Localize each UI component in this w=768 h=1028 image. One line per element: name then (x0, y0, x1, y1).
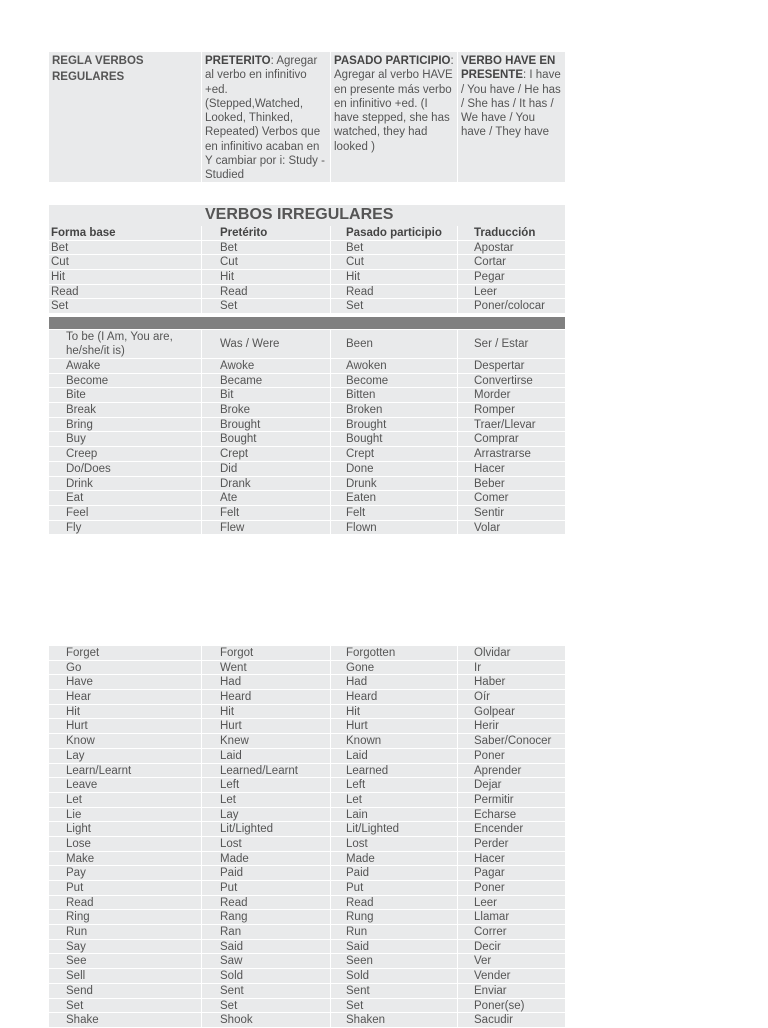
table-cell: Went (202, 661, 331, 675)
table-cell: Saw (202, 954, 331, 968)
table-cell: Heard (331, 690, 458, 704)
table-cell: Comer (474, 492, 509, 505)
table-cell: Crept (331, 447, 458, 461)
table-cell: Known (331, 734, 458, 748)
table-cell: Flown (331, 521, 458, 535)
table-cell: Became (202, 374, 331, 388)
table-cell: Golpear (474, 705, 515, 718)
table-cell: Lay (202, 808, 331, 822)
table-cell: Sent (202, 984, 331, 998)
table-cell: Lit/Lighted (202, 822, 331, 836)
table-cell: Awoke (202, 359, 331, 373)
table-cell: Ate (202, 491, 331, 505)
table-cell: Make (49, 852, 202, 866)
table-row (49, 403, 565, 418)
table-cell: Bet (202, 241, 331, 255)
rule-title-line2: REGULARES (52, 71, 125, 84)
table-cell: Go (49, 661, 202, 675)
table-cell: Awoken (331, 359, 458, 373)
table-cell: Crept (202, 447, 331, 461)
table-cell: Set (49, 299, 202, 313)
table-cell: Hurt (202, 719, 331, 733)
table-cell: Traer/Llevar (474, 418, 536, 431)
table-row (49, 270, 565, 285)
table-cell: Cut (49, 255, 202, 269)
table-cell: Decir (474, 940, 501, 953)
table-cell: Forget (49, 646, 202, 660)
table-row (49, 690, 565, 705)
table-row (49, 969, 565, 984)
table-cell: Paid (202, 866, 331, 880)
table-cell: Made (331, 852, 458, 866)
table-cell: Despertar (474, 360, 525, 372)
table-cell: To be (I Am, You are, he/she/it is) (49, 330, 202, 358)
table-cell: Encender (474, 823, 524, 836)
table-cell: Leer (474, 896, 498, 909)
participio-label: PASADO PARTICIPIO (334, 55, 451, 67)
table-cell: Been (331, 330, 458, 358)
table-cell: Light (49, 822, 202, 836)
table-cell: Bite (49, 388, 202, 402)
table-row (49, 477, 565, 492)
table-cell: Eaten (331, 491, 458, 505)
table-cell: Did (202, 462, 331, 476)
table-cell: Poner (474, 882, 505, 894)
table-cell: Haber (474, 676, 506, 689)
table-cell: Hit (331, 705, 458, 719)
table-cell: Ver (474, 955, 492, 968)
table-cell: Done (331, 462, 458, 476)
table-row (49, 447, 565, 462)
table-cell: Heard (202, 690, 331, 704)
table-cell: Vender (474, 970, 511, 983)
have-label: VERBO HAVE EN PRESENTE (461, 55, 556, 82)
table-cell: Bit (202, 388, 331, 402)
table-row (49, 359, 565, 374)
have-rule (458, 52, 565, 182)
header-preterito: Pretérito (202, 226, 331, 240)
table-cell: Saber/Conocer (474, 735, 552, 748)
table-cell: Lost (202, 837, 331, 851)
table-cell: Lain (331, 808, 458, 822)
table-row (49, 432, 565, 447)
table-row (49, 646, 565, 661)
table-cell: Sold (202, 969, 331, 983)
table-row (49, 940, 565, 955)
table-cell: Hurt (331, 719, 458, 733)
table-row (49, 881, 565, 896)
regular-table (49, 226, 565, 314)
preterito-text: : Agregar al verbo en infinitivo +ed. (Stepped,Watched, Looked, Thinked, Repeated) Verbos que en infinitivo acaban en Y cambiar por i: Study - Studied (205, 55, 325, 182)
table-row (49, 837, 565, 852)
table-row (49, 734, 565, 749)
table-cell: Lost (331, 837, 458, 851)
table-cell: Hacer (474, 852, 505, 865)
table-row (49, 954, 565, 969)
table-cell: Feel (49, 506, 202, 520)
table-cell: Ring (49, 910, 202, 924)
table-row (49, 506, 565, 521)
table-cell: Flew (202, 521, 331, 535)
rule-title (49, 52, 202, 182)
table-cell: Buy (49, 432, 202, 446)
table-cell: Shook (202, 1013, 331, 1027)
table-cell: Was / Were (202, 330, 331, 358)
table-cell: Laid (331, 749, 458, 763)
table-cell: Leer (474, 285, 498, 298)
header-forma-base: Forma base (49, 226, 202, 240)
table-cell: Morder (474, 389, 511, 402)
table-cell: Know (49, 734, 202, 748)
table-header (49, 226, 565, 241)
table-cell: Arrastrarse (474, 448, 531, 461)
table-cell: Let (49, 793, 202, 807)
table-cell: Made (202, 852, 331, 866)
table-cell: Bet (331, 241, 458, 255)
table-cell: Llamar (474, 911, 510, 924)
table-row (49, 793, 565, 808)
table-cell: Bought (202, 432, 331, 446)
table-cell: Hurt (49, 719, 202, 733)
table-row (49, 719, 565, 734)
table-row (49, 705, 565, 720)
table-cell: Shaken (331, 1013, 458, 1027)
table-row (49, 910, 565, 925)
participio-rule (331, 52, 458, 182)
table-cell: Perder (474, 837, 509, 850)
table-cell: See (49, 954, 202, 968)
table-cell: Run (331, 925, 458, 939)
table-cell: Bring (49, 418, 202, 432)
table-cell: Lie (49, 808, 202, 822)
table-cell: Run (49, 925, 202, 939)
table-cell: Comprar (474, 433, 519, 446)
table-cell: Creep (49, 447, 202, 461)
table-cell: Volar (474, 521, 501, 534)
header-traduccion: Traducción (474, 227, 536, 239)
table-cell: Forgot (202, 646, 331, 660)
table-row (49, 808, 565, 823)
table-cell: Paid (331, 866, 458, 880)
table-cell: Drink (49, 477, 202, 491)
table-cell: Beber (474, 477, 505, 490)
table-row (49, 241, 565, 256)
table-row (49, 255, 565, 270)
table-cell: Felt (202, 506, 331, 520)
table-cell: Hit (331, 270, 458, 284)
table-cell: Broke (202, 403, 331, 417)
table-cell: Enviar (474, 984, 507, 997)
irregular-section-title (49, 205, 565, 226)
table-row (49, 388, 565, 403)
table-row (49, 521, 565, 536)
table-cell: Read (49, 896, 202, 910)
table-cell: Forgotten (331, 646, 458, 660)
table-cell: Poner (474, 749, 505, 762)
table-cell: Left (331, 778, 458, 792)
irregular-table-1 (49, 330, 565, 535)
table-cell: Echarse (474, 808, 517, 821)
table-cell: Learned/Learnt (202, 764, 331, 778)
table-cell: Read (202, 285, 331, 299)
table-cell: Gone (331, 661, 458, 675)
table-cell: Ir (474, 661, 482, 674)
preterito-rule (202, 52, 331, 182)
table-cell: Sell (49, 969, 202, 983)
table-cell: Sold (331, 969, 458, 983)
table-cell: Permitir (474, 793, 514, 806)
table-cell: Pegar (474, 271, 505, 284)
have-text: : I have / You have / He has / She has / It has / We have / You have / They have (461, 69, 561, 139)
table-cell: Had (202, 675, 331, 689)
table-cell: Cut (331, 255, 458, 269)
table-cell: Say (49, 940, 202, 954)
table-cell: Drank (202, 477, 331, 491)
table-cell: Left (202, 778, 331, 792)
table-row (49, 896, 565, 911)
table-cell: Drunk (331, 477, 458, 491)
table-row (49, 866, 565, 881)
table-cell: Cut (202, 255, 331, 269)
table-cell: Hacer (474, 462, 505, 475)
table-cell: Read (49, 285, 202, 299)
table-cell: Eat (49, 491, 202, 505)
table-cell: Lay (49, 749, 202, 763)
table-cell: Rang (202, 910, 331, 924)
table-cell: Set (202, 299, 331, 313)
table-cell: Laid (202, 749, 331, 763)
table-row (49, 749, 565, 764)
table-cell: Ran (202, 925, 331, 939)
irregular-table-2 (49, 646, 565, 1028)
table-row (49, 418, 565, 433)
rule-title-line1: REGLA VERBOS (52, 55, 144, 67)
table-row (49, 764, 565, 779)
table-cell: Become (49, 374, 202, 388)
table-cell: Become (331, 374, 458, 388)
table-row (49, 285, 565, 300)
table-cell: Leave (49, 778, 202, 792)
table-row (49, 491, 565, 506)
table-row (49, 1013, 565, 1028)
table-row (49, 778, 565, 793)
table-cell: Broken (331, 403, 458, 417)
table-cell: Bitten (331, 388, 458, 402)
table-cell: Set (49, 999, 202, 1013)
table-cell: Set (331, 999, 458, 1013)
table-cell: Have (49, 675, 202, 689)
irregular-title: VERBOS IRREGULARES (205, 206, 394, 223)
table-cell: Seen (331, 954, 458, 968)
participio-text: : Agregar al verbo HAVE en presente más verbo en infinitivo +ed. (I have stepped, she has watched, they had looked ) (334, 55, 454, 153)
table-cell: Brought (202, 418, 331, 432)
table-row (49, 675, 565, 690)
table-cell: Read (331, 285, 458, 299)
table-cell: Let (331, 793, 458, 807)
table-cell: Bet (49, 241, 202, 255)
table-cell: Fly (49, 521, 202, 535)
table-row (49, 822, 565, 837)
table-cell: Set (331, 299, 458, 313)
table-cell: Lose (49, 837, 202, 851)
table-cell: Sent (331, 984, 458, 998)
table-cell: Had (331, 675, 458, 689)
table-cell: Rung (331, 910, 458, 924)
table-row (49, 462, 565, 477)
table-cell: Hear (49, 690, 202, 704)
table-cell: Send (49, 984, 202, 998)
table-cell: Dejar (474, 779, 502, 792)
table-row (49, 925, 565, 940)
table-cell: Pay (49, 866, 202, 880)
preterito-label: PRETERITO (205, 55, 271, 67)
table-row (49, 330, 565, 359)
table-cell: Poner(se) (474, 999, 525, 1012)
table-cell: Read (202, 896, 331, 910)
table-cell: Read (331, 896, 458, 910)
table-row (49, 852, 565, 867)
table-cell: Learn/Learnt (49, 764, 202, 778)
table-cell: Do/Does (49, 462, 202, 476)
table-cell: Poner/colocar (474, 300, 545, 313)
table-cell: Olvidar (474, 647, 511, 659)
table-cell: Hit (202, 270, 331, 284)
table-cell: Aprender (474, 764, 522, 777)
table-cell: Learned (331, 764, 458, 778)
table-row (49, 661, 565, 676)
table-cell: Lit/Lighted (331, 822, 458, 836)
section-divider (49, 317, 565, 329)
table-cell: Herir (474, 720, 499, 733)
table-row (49, 299, 565, 314)
table-cell: Said (202, 940, 331, 954)
table-cell: Said (331, 940, 458, 954)
table-cell: Convertirse (474, 374, 533, 387)
table-cell: Romper (474, 404, 515, 417)
table-cell: Put (49, 881, 202, 895)
table-cell: Hit (49, 270, 202, 284)
table-row (49, 999, 565, 1014)
table-cell: Hit (202, 705, 331, 719)
table-row (49, 374, 565, 389)
table-cell: Sacudir (474, 1014, 513, 1027)
table-cell: Bought (331, 432, 458, 446)
table-cell: Put (331, 881, 458, 895)
table-cell: Sentir (474, 506, 505, 519)
table-cell: Awake (49, 359, 202, 373)
table-cell: Pagar (474, 867, 505, 880)
table-cell: Felt (331, 506, 458, 520)
table-cell: Oír (474, 691, 490, 704)
table-cell: Brought (331, 418, 458, 432)
regular-verbs-rule-table (49, 52, 565, 182)
table-cell: Shake (49, 1013, 202, 1027)
table-row (49, 984, 565, 999)
table-cell: Put (202, 881, 331, 895)
table-cell: Break (49, 403, 202, 417)
table-cell: Correr (474, 926, 507, 939)
table-cell: Let (202, 793, 331, 807)
table-cell: Ser / Estar (474, 338, 529, 350)
table-cell: Set (202, 999, 331, 1013)
table-cell: Cortar (474, 256, 506, 269)
table-cell: Apostar (474, 241, 514, 254)
table-cell: Hit (49, 705, 202, 719)
header-participio: Pasado participio (331, 226, 458, 240)
table-cell: Knew (202, 734, 331, 748)
